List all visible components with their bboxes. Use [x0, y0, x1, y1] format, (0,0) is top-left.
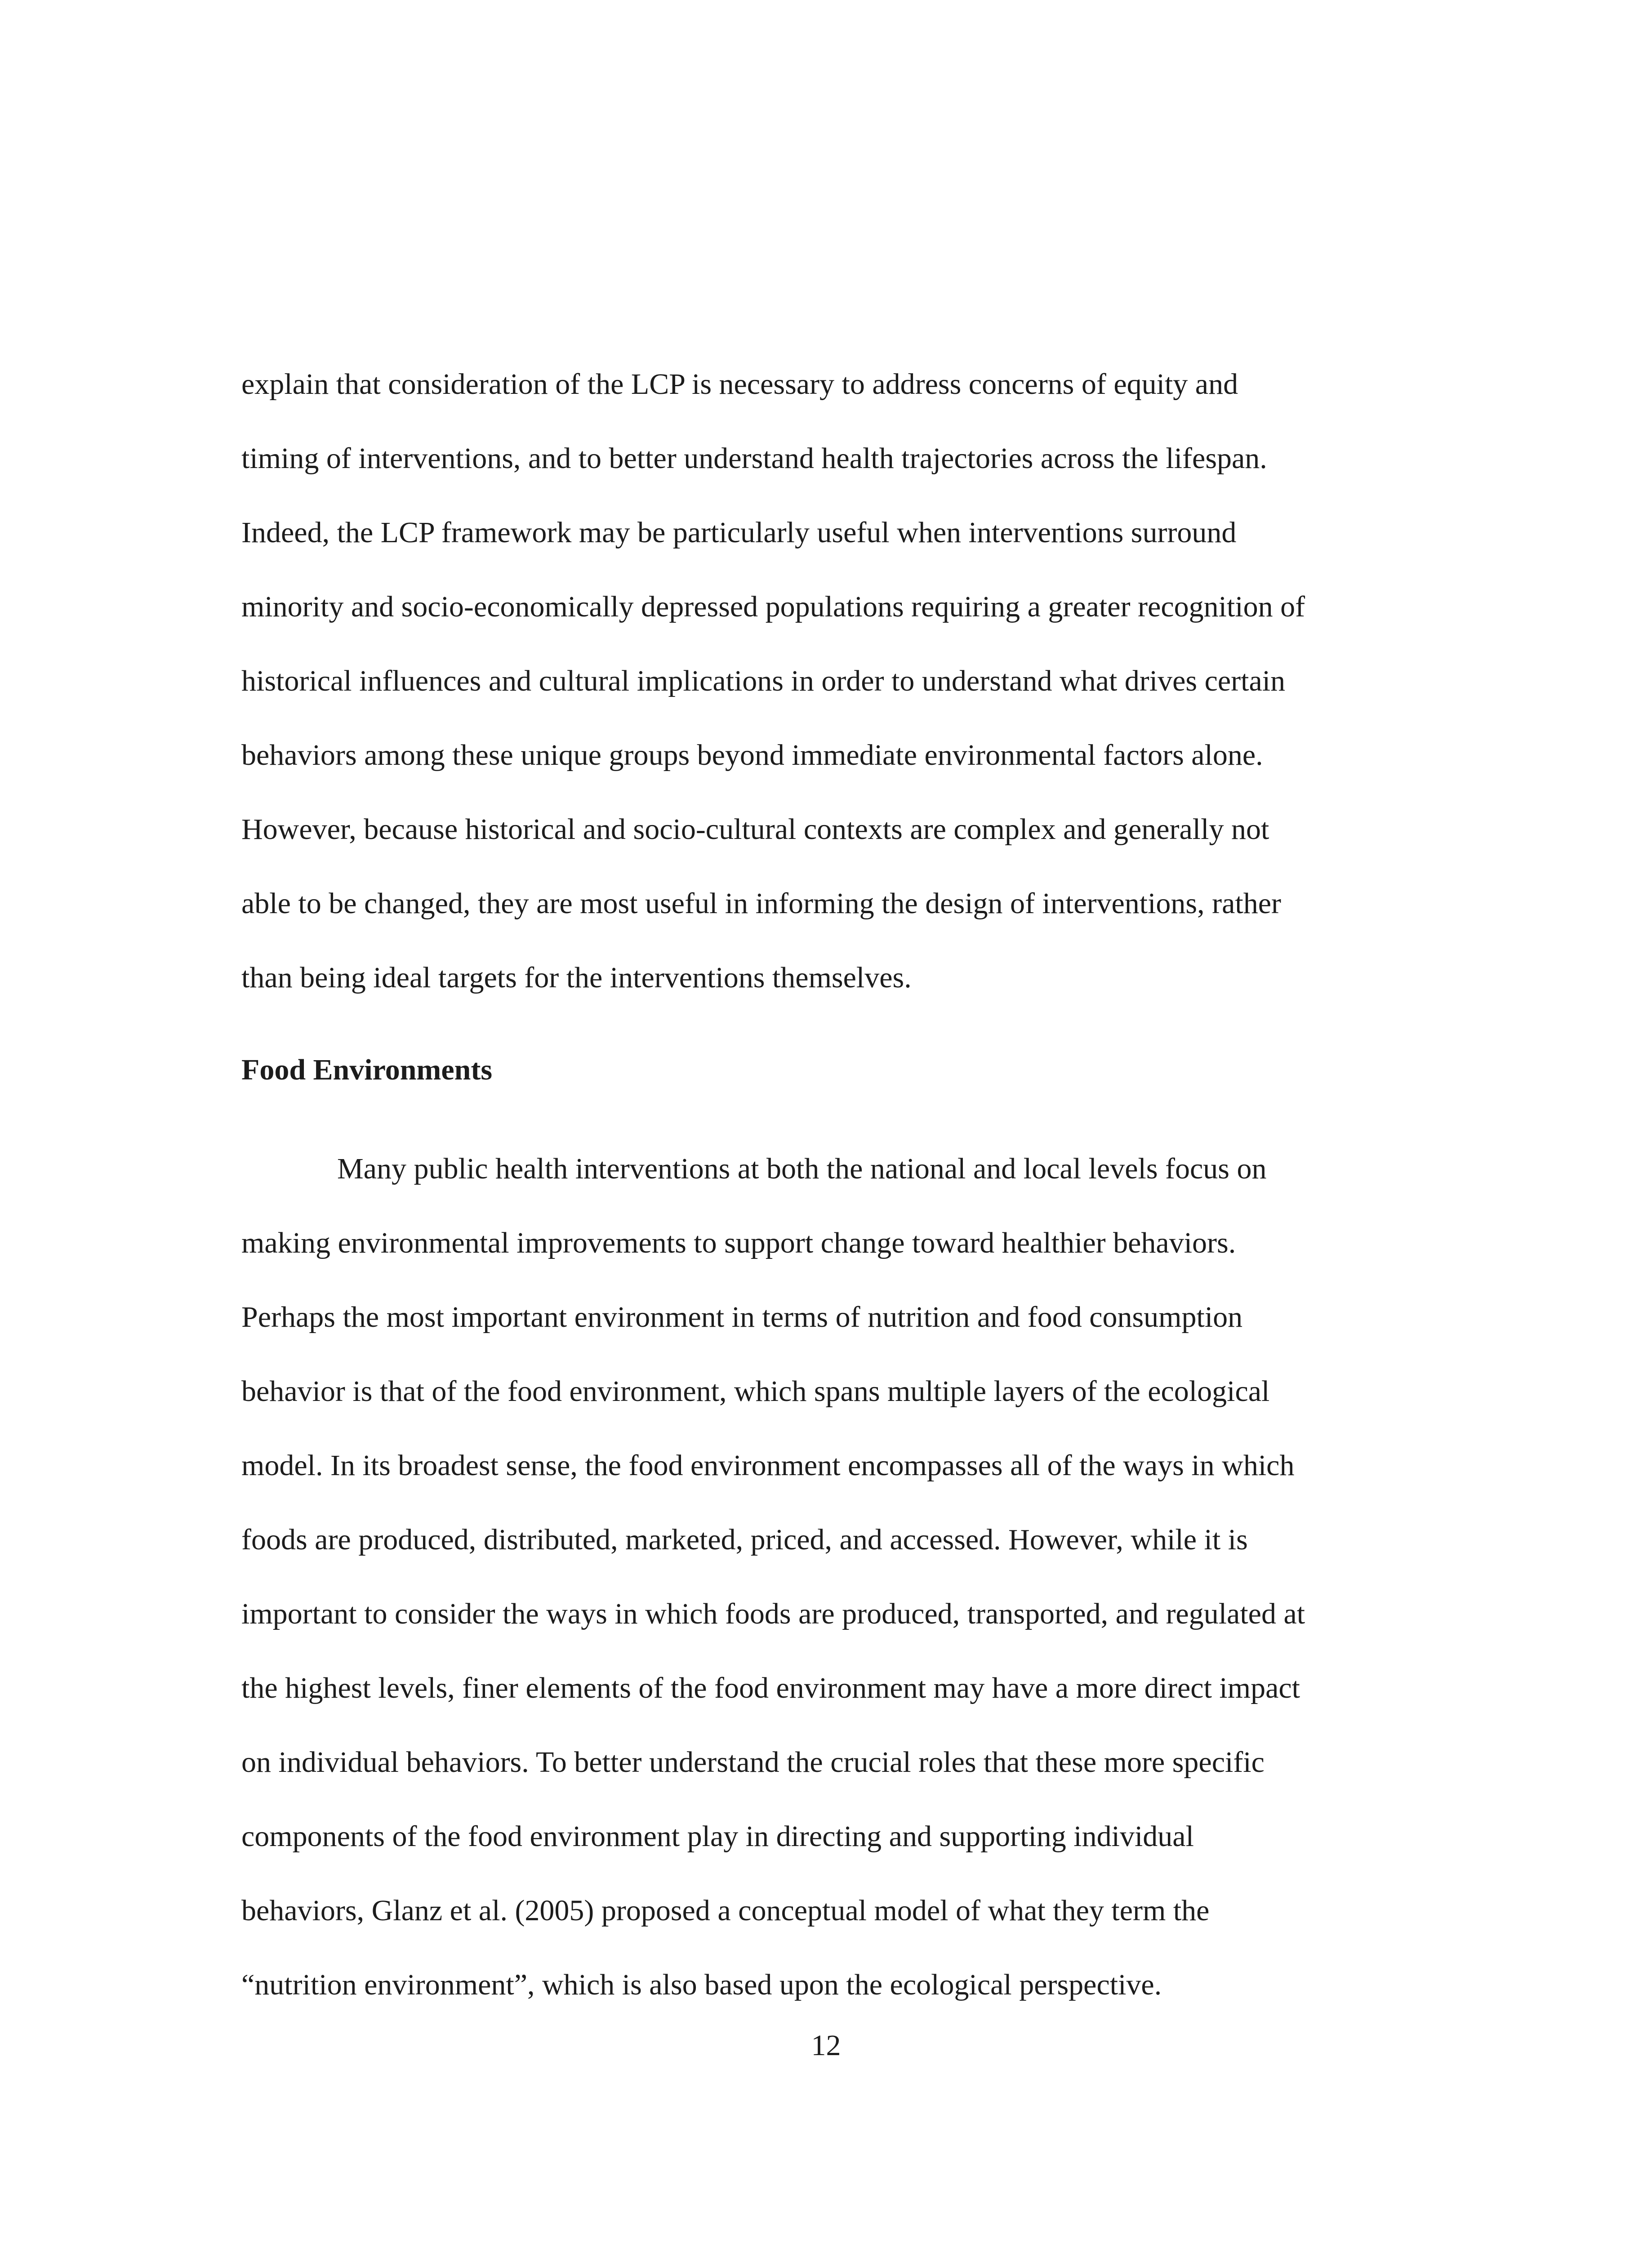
- section-heading: Food Environments: [241, 1053, 493, 1086]
- text-line: minority and socio-economically depressed populations requiring a greater recognition of: [241, 590, 1305, 623]
- text-line: However, because historical and socio-cultural contexts are complex and generally not: [241, 813, 1269, 846]
- text-line: historical influences and cultural implications in order to understand what drives certain: [241, 665, 1286, 697]
- text-line: than being ideal targets for the interventions themselves.: [241, 961, 912, 994]
- text-line: timing of interventions, and to better understand health trajectories across the lifespan.: [241, 442, 1267, 475]
- text-line: model. In its broadest sense, the food environment encompasses all of the ways in which: [241, 1449, 1295, 1482]
- text-line: behaviors, Glanz et al. (2005) proposed a conceptual model of what they term the: [241, 1894, 1210, 1927]
- text-line: Indeed, the LCP framework may be particularly useful when interventions surround: [241, 516, 1237, 549]
- text-line: able to be changed, they are most useful in informing the design of interventions, rather: [241, 887, 1281, 920]
- text-line: “nutrition environment”, which is also based upon the ecological perspective.: [241, 1968, 1162, 2001]
- text-line: the highest levels, finer elements of the food environment may have a more direct impact: [241, 1672, 1300, 1704]
- text-line: behaviors among these unique groups beyond immediate environmental factors alone.: [241, 739, 1263, 772]
- page-number: 12: [811, 2029, 841, 2062]
- text-line: foods are produced, distributed, marketed, priced, and accessed. However, while it is: [241, 1523, 1248, 1556]
- text-line: components of the food environment play in directing and supporting individual: [241, 1820, 1194, 1853]
- text-line: Many public health interventions at both the national and local levels focus on: [337, 1152, 1267, 1185]
- text-line: on individual behaviors. To better understand the crucial roles that these more specific: [241, 1746, 1265, 1779]
- text-line: important to consider the ways in which foods are produced, transported, and regulated at: [241, 1597, 1305, 1630]
- text-line: behavior is that of the food environment, which spans multiple layers of the ecological: [241, 1375, 1270, 1408]
- text-line: making environmental improvements to support change toward healthier behaviors.: [241, 1227, 1236, 1259]
- text-line: explain that consideration of the LCP is necessary to address concerns of equity and: [241, 368, 1238, 401]
- text-line: Perhaps the most important environment in terms of nutrition and food consumption: [241, 1301, 1243, 1334]
